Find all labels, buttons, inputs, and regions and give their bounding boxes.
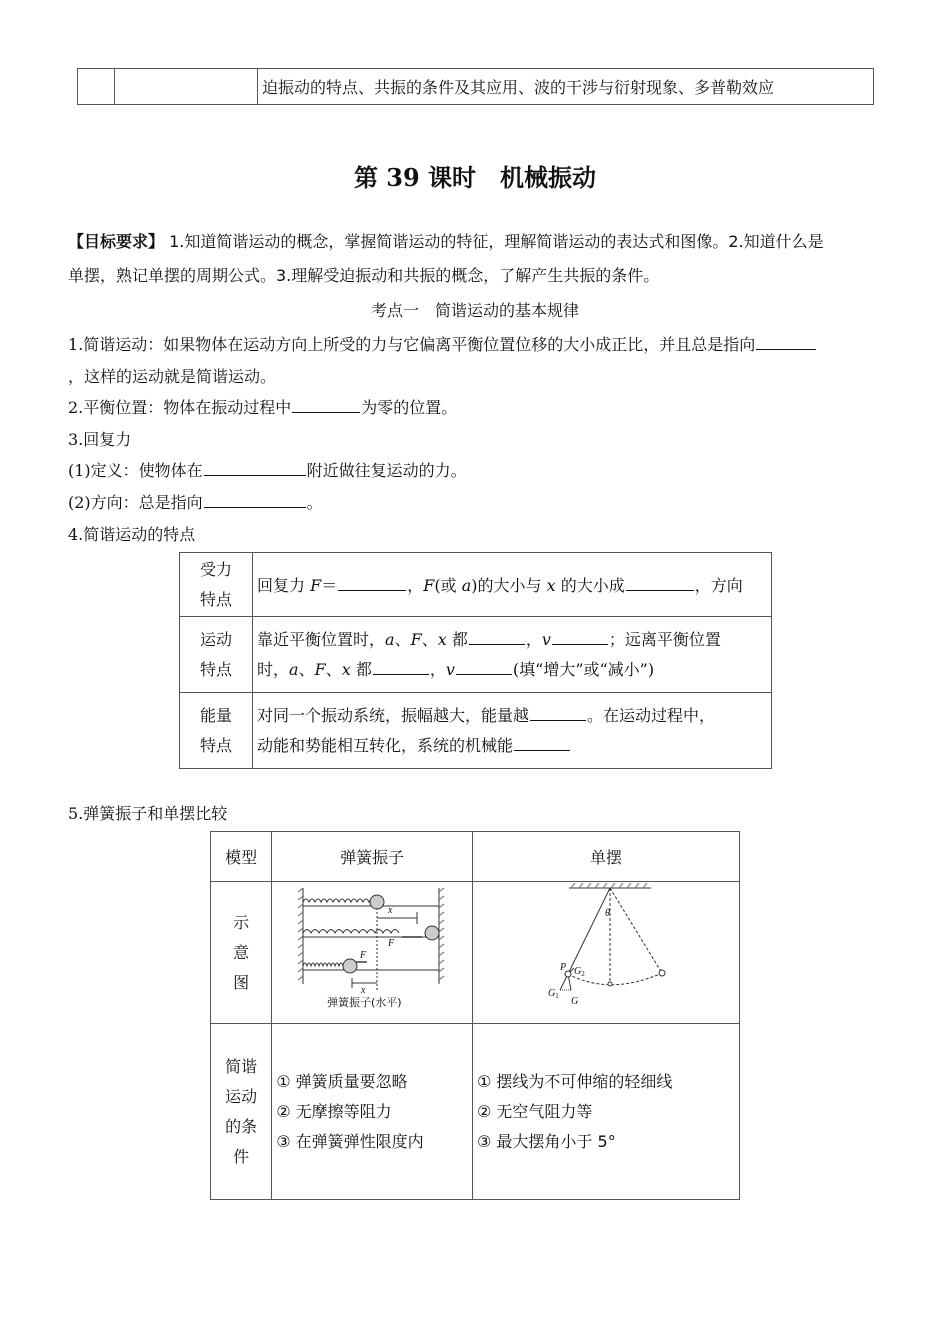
blank[interactable] [469,627,525,645]
head-line: 运动 [199,629,232,649]
compare-header-pendulum: 单摆 [473,832,740,882]
top-table-cell-text: 迫振动的特点、共振的条件及其应用、波的干涉与衍射现象、多普勒效应 [258,69,874,105]
label-G2-main: G [574,966,582,977]
head-line: 能量 [199,705,232,725]
spring-oscillator-figure [272,882,470,1023]
blank[interactable] [292,395,360,413]
features-cell-motion [253,617,772,693]
goals-label: 【目标要求】 [68,232,165,251]
bob-bottom [608,982,612,986]
features-row-force [180,553,772,617]
label-F-bot: F [360,950,367,961]
blank[interactable] [204,458,306,476]
var: a [289,659,299,679]
compare-header-model: 模型 [211,832,272,882]
spring-1 [303,899,375,902]
t: 都 [446,629,468,649]
right-string-dashed [610,888,662,973]
blank[interactable] [204,490,306,508]
ball-1 [370,895,384,909]
goals-text-1: 1.知道简谐运动的概念，掌握简谐运动的特征，理解简谐运动的表达式和图像。2.知道什么是 [169,232,824,251]
spring-condition: ② 无摩擦等阻力 [276,1101,392,1121]
spring-3 [303,963,343,966]
pendulum-condition: ① 摆线为不可伸缩的轻细线 [477,1071,673,1091]
item-3-1 [68,458,467,481]
blank[interactable] [552,627,608,645]
head-line: 特点 [199,735,232,755]
t: 。在运动过程中， [587,705,716,725]
pendulum-condition: ③ 最大摆角小于 5° [477,1131,616,1151]
ball-3 [343,959,357,973]
blank[interactable] [626,573,694,591]
features-cell-force [253,553,772,617]
t: ， [525,629,542,649]
var: F [314,659,326,679]
item-3: 3.回复力 [68,430,132,449]
label-line: 的条 [225,1116,258,1136]
item-2-text-b: 为零的位置。 [361,398,458,417]
blank[interactable] [514,733,570,751]
pendulum-condition: ② 无空气阻力等 [477,1101,593,1121]
t: 时， [257,659,290,679]
compare-diagram-label [211,882,272,1024]
label-char: 示 [233,912,250,932]
simple-pendulum-figure [473,882,739,1023]
label-theta: θ [605,908,610,919]
pendulum-conditions-cell [473,1024,740,1200]
features-head-force [180,553,253,617]
var: F [410,629,422,649]
item-3-2-text-a: (2)方向：总是指向 [68,493,203,512]
compare-header-spring: 弹簧振子 [272,832,473,882]
t: ， [407,576,424,595]
label-x-bot: x [361,985,366,996]
item-3-1-text-a: (1)定义：使物体在 [68,461,203,480]
t: (或 [434,576,462,595]
pendulum-string [568,888,610,974]
label-char: 意 [233,942,250,962]
label-G2 [574,966,585,978]
head-line: 特点 [199,659,232,679]
t: 、 [421,629,438,649]
features-head-motion [180,617,253,693]
blank[interactable] [373,657,429,675]
compare-diagram-row [211,882,740,1024]
spring-diagram-cell [272,882,473,1024]
top-table-cell-empty-1 [78,69,115,105]
label-G: G [571,996,579,1007]
item-1-line-1 [68,332,817,355]
t: 的大小成 [555,576,625,595]
blank[interactable] [456,657,512,675]
var: a [461,576,472,595]
t: ，方向 [694,576,743,595]
compare-conditions-row [211,1024,740,1200]
item-5: 5.弹簧振子和单摆比较 [68,804,228,823]
head-line: 特点 [199,589,232,609]
item-1-text: 1.简谐运动：如果物体在运动方向上所受的力与它偏离平衡位置位移的大小成正比，并且总是指向 [68,335,756,354]
t: ＝ [321,576,338,595]
top-table-cell-empty-2 [115,69,258,105]
compare-table [210,831,740,1200]
var: x [341,659,351,679]
spring-2 [303,930,399,934]
blank[interactable] [530,703,586,721]
t: )的大小与 [471,576,547,595]
item-2-text-a: 2.平衡位置：物体在振动过程中 [68,398,292,417]
item-4: 4.简谐运动的特点 [68,525,196,544]
blank[interactable] [338,573,406,591]
t: (填“增大”或“减小”) [512,659,655,679]
label-line: 简谐 [225,1056,258,1076]
t: 都 [350,659,372,679]
goals-line-1 [68,229,824,252]
t: 动能和势能相互转化，系统的机械能 [257,735,514,755]
pendulum-diagram-cell [473,882,740,1024]
spring-caption: 弹簧振子(水平) [327,996,402,1009]
features-row-motion [180,617,772,693]
spring-condition: ① 弹簧质量要忽略 [276,1071,408,1091]
right-wall-hatch [439,888,444,980]
label-char: 图 [233,972,250,992]
label-F-mid: F [388,938,395,949]
var: x [546,576,556,595]
ceiling-hatch [571,883,647,888]
label-G1-sub: 1 [555,992,559,1000]
t: ， [429,659,446,679]
ball-2 [425,926,439,940]
t: 、 [394,629,411,649]
section-title: 考点一 简谐运动的基本规律 [370,301,579,320]
left-wall-hatch [298,888,303,980]
item-2 [68,395,457,418]
t: 回复力 [257,576,311,595]
energy-line-2 [257,731,770,761]
head-line: 受力 [199,559,232,579]
spring-conditions-cell [272,1024,473,1200]
label-G1 [548,988,559,1000]
item-3-2 [68,490,323,513]
motion-line-1 [257,625,770,655]
top-table [77,68,874,105]
bob-right [659,970,665,976]
blank[interactable] [756,332,816,350]
var: x [437,629,447,649]
t: 靠近平衡位置时， [257,629,386,649]
features-row-energy [180,693,772,769]
spring-condition: ③ 在弹簧弹性限度内 [276,1131,424,1151]
label-G1-main: G [548,988,556,999]
goals-line-2: 单摆，熟记单摆的周期公式。3.理解受迫振动和共振的概念，了解产生共振的条件。 [68,266,660,285]
features-cell-energy [253,693,772,769]
var: F [423,576,435,595]
t: 、 [298,659,315,679]
item-1-line-2: ，这样的运动就是简谐运动。 [68,367,277,386]
label-P: P [560,962,567,973]
t: 对同一个振动系统，振幅越大，能量越 [257,705,530,725]
var: v [445,659,455,679]
var: v [541,629,551,649]
label-line: 件 [233,1146,250,1166]
features-table [179,552,772,769]
t: ；远离平衡位置 [608,629,721,649]
item-3-1-text-b: 附近做往复运动的力。 [306,461,467,480]
lesson-title: 第 39 课时 机械振动 [353,163,597,192]
label-x-top: x [388,905,393,916]
var: a [385,629,395,649]
features-head-energy [180,693,253,769]
label-line: 运动 [225,1086,258,1106]
compare-header-row [211,832,740,882]
compare-conditions-label [211,1024,272,1200]
energy-line-1 [257,701,770,731]
motion-line-2 [257,655,770,685]
var: F [310,576,322,595]
label-G2-sub: 2 [581,970,585,978]
t: 、 [325,659,342,679]
item-3-2-text-b: 。 [306,493,323,512]
